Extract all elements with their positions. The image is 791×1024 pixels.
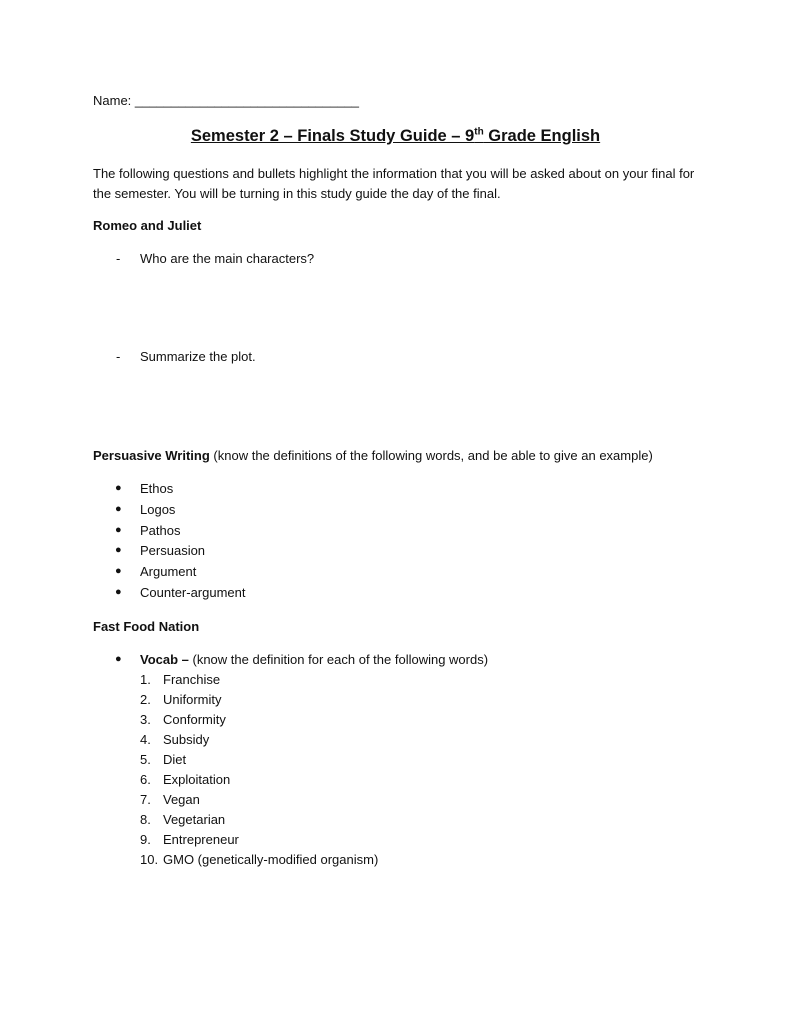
vocab-note: (know the definition for each of the following words) <box>188 652 489 667</box>
dash-marker: - <box>116 251 121 266</box>
vocab-word-text: Vegetarian <box>163 812 226 827</box>
intro-paragraph: The following questions and bullets highlight the information that you will be asked about on your final for the semester. You will be turning in this study guide the day of the final. <box>93 166 695 201</box>
list-number: 5. <box>140 752 151 767</box>
section-heading-romeo-juliet: Romeo and Juliet <box>93 218 202 233</box>
bullet-marker: ● <box>115 482 122 494</box>
heading-bold: Persuasive Writing <box>93 448 210 463</box>
bullet-marker: ● <box>115 502 122 515</box>
vocab-word-text: GMO (genetically-modified organism) <box>163 852 379 867</box>
vocab-word-text: Exploitation <box>163 772 231 787</box>
title-rest: Grade English <box>483 127 601 145</box>
vocab-word-text: Entrepreneur <box>163 832 239 847</box>
question-text: Summarize the plot. <box>140 349 256 364</box>
list-number: 3. <box>140 712 151 727</box>
vocab-word-text: Uniformity <box>163 692 222 707</box>
bullet-marker: ● <box>115 586 122 598</box>
question-text: Who are the main characters? <box>140 251 315 266</box>
vocab-label-line <box>140 652 488 667</box>
term-text: Logos <box>140 501 176 517</box>
vocab-label: Vocab – <box>140 652 189 667</box>
list-number: 8. <box>140 812 151 827</box>
list-number: 9. <box>140 832 151 847</box>
section-heading-persuasive-writing <box>93 448 653 463</box>
vocab-word-text: Franchise <box>163 672 221 687</box>
section-heading-fast-food-nation: Fast Food Nation <box>93 619 200 634</box>
title-main: Semester 2 – Finals Study Guide – 9 <box>190 127 475 145</box>
heading-note: (know the definitions of the following words, and be able to give an example) <box>209 448 653 463</box>
bullet-marker: ● <box>115 565 122 578</box>
vocab-word-text: Conformity <box>163 712 226 727</box>
term-text: Persuasion <box>140 543 206 559</box>
term-text: Counter-argument <box>140 585 246 600</box>
bullet-marker: ● <box>115 653 122 665</box>
vocab-word-text: Diet <box>163 752 187 767</box>
vocab-word-text: Subsidy <box>163 732 210 747</box>
dash-marker: - <box>116 349 121 364</box>
bullet-marker: ● <box>115 523 122 536</box>
list-number: 6. <box>140 772 151 787</box>
vocab-word-text: Vegan <box>163 792 200 807</box>
page-title <box>0 127 791 146</box>
name-field-line: Name: _______________________________ <box>93 93 360 108</box>
list-number: 7. <box>140 792 151 807</box>
term-text: Ethos <box>140 481 174 496</box>
term-text: Argument <box>140 564 197 580</box>
term-text: Pathos <box>140 522 181 538</box>
list-number: 10. <box>140 852 159 867</box>
title-superscript: th <box>474 126 484 138</box>
list-number: 2. <box>140 692 151 707</box>
list-number: 1. <box>140 672 151 687</box>
list-number: 4. <box>140 732 151 747</box>
bullet-marker: ● <box>115 544 122 557</box>
